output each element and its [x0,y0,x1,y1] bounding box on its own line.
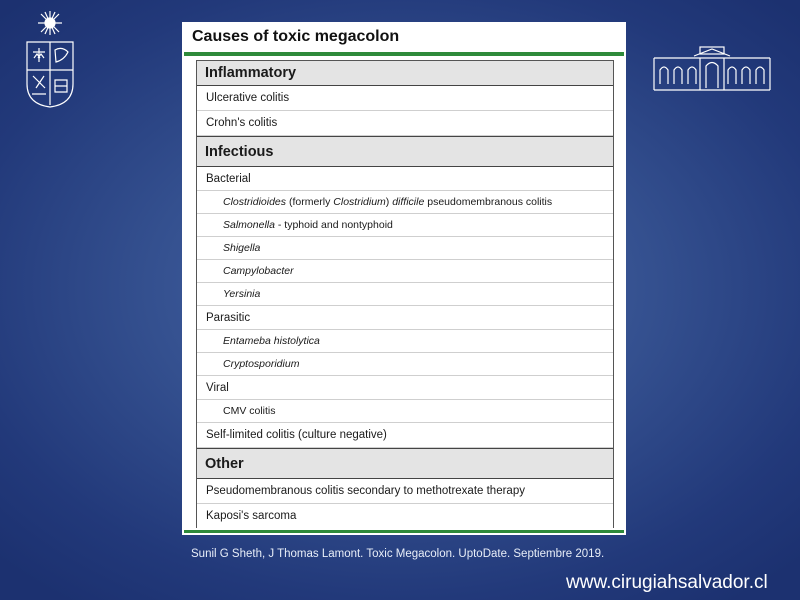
organism-name: Salmonella - typhoid and nontyphoid [223,219,393,231]
table-card [182,22,626,535]
table-row: Campylobacter [197,260,613,283]
website-url: www.cirugiahsalvador.cl [566,572,768,593]
table-row: Cryptosporidium [197,353,613,376]
hospital-building-logo [652,44,772,92]
section-header-inflammatory: Inflammatory [197,60,613,86]
citation-text: Sunil G Sheth, J Thomas Lamont. Toxic Megacolon. UptoDate. Septiembre 2019. [191,548,605,560]
table-row: Shigella [197,237,613,260]
university-crest-logo [24,10,76,108]
section-header-other: Other [197,448,613,479]
bottom-divider [184,530,624,533]
causes-table [196,60,614,528]
table-row: CMV colitis [197,400,613,423]
organism-name: Clostridioides (formerly Clostridium) difficile pseudomembranous colitis [223,196,553,208]
table-row [197,214,613,237]
table-row: Crohn's colitis [197,111,613,136]
table-title: Causes of toxic megacolon [192,28,400,45]
table-row: Viral [197,376,613,400]
table-row: Yersinia [197,283,613,306]
table-row [197,191,613,214]
table-row: Bacterial [197,167,613,191]
table-row: Pseudomembranous colitis secondary to methotrexate therapy [197,479,613,504]
section-header-infectious: Infectious [197,136,613,167]
table-row: Entameba histolytica [197,330,613,353]
table-row: Kaposi's sarcoma [206,510,297,522]
table-row: Parasitic [197,306,613,330]
title-divider [184,52,624,56]
table-row: Self-limited colitis (culture negative) [197,423,613,448]
table-row: Ulcerative colitis [197,86,613,111]
